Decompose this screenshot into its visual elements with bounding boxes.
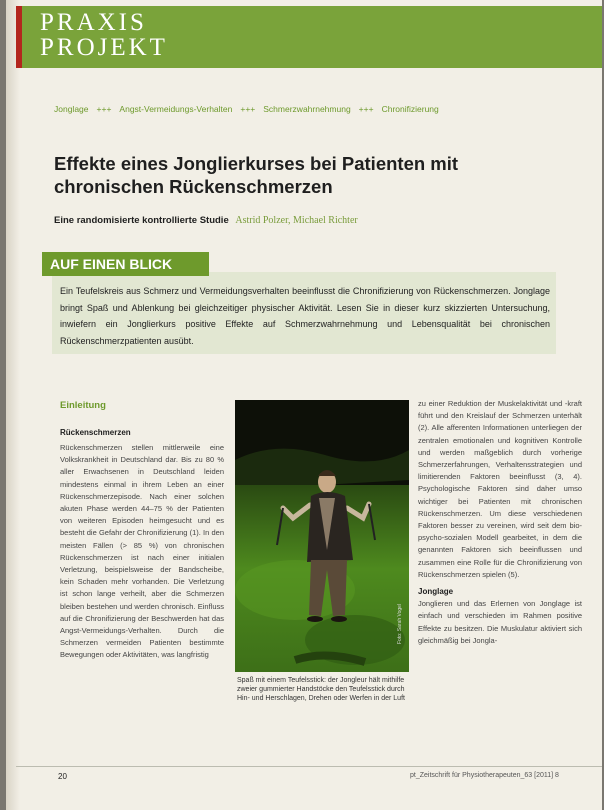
article-subtitle: Eine randomisierte kontrollierte Studie — [54, 215, 229, 226]
magazine-page — [6, 0, 602, 810]
body-column-left: Rückenschmerzen stellen mittlerweile eine Volkskrankheit in Deutschland dar. Bis zu 80 % aller Erwachsenen in Deutschland leiden mindestens einmal in ihrem Leben an einer Rückenschmerzepisode. Nach einer solchen akuten Phase werden 44–75 % der Patienten von weiteren Episoden heimgesucht und es besteht die Gefahr der Chronifizierung (1). In den meisten Fällen (> 85 %) von chronischen Rückenschmerzen ist nach einer initialen Verletzung, beispielsweise der Bandscheibe, kein Schaden mehr vorhanden. Die Verletzung ist schon lange verheilt, aber die Schmerzen bleiben bestehen und werden chronisch. Einfluss auf die Chronifizierung der Beschwerden hat das Angst-Vermeidungs-Verhalten. Durch die Schmerzen vermeiden Patienten bestimmte Bewegungen oder Aktivitäten, was langfristig — [60, 443, 224, 660]
keyword: Chronifizierung — [381, 104, 439, 114]
subheading-rueckenschmerzen: Rückenschmerzen — [60, 428, 131, 437]
section-heading: Einleitung — [60, 400, 106, 411]
footer-journal: pt_Zeitschrift für Physiotherapeuten_63 [2011] 8 — [410, 772, 559, 779]
photo-caption: Spaß mit einem Teufelsstick: der Jongleur hält mithilfe zweier gummierter Handstöcke den Teufelsstick durch Hin- und Herschlagen, Drehen oder Werfen in der Luft — [237, 677, 405, 702]
keyword-line — [54, 104, 439, 114]
summary-text: Ein Teufelskreis aus Schmerz und Vermeidungsverhalten beeinflusst die Chronifizierung von Rückenschmerzen. Jonglage bringt Spaß und Ablenkung bei gleichzeitiger physischer Aktivität. Lesen Sie in dieser kurz skizzierten Untersuchung, inwiefern ein Jonglierkurs positive Effekte auf Schmerzwahrnehmung und Lebensqualität bei chronischen Rückenschmerzpatienten ausübt. — [60, 286, 550, 346]
summary-label: AUF EINEN BLICK — [42, 252, 209, 276]
page-gutter-shadow — [6, 0, 20, 810]
article-subtitle-line — [54, 215, 358, 226]
footer-rule — [16, 766, 602, 767]
keyword-separator: +++ — [358, 104, 374, 114]
red-edge-stripe — [16, 6, 22, 68]
body-text-right-continued: Jonglieren und das Erlernen von Jonglage ist einfach und verschieden im Rahmen positive Effekte zu besitzen. Die Muskulatur aktiviert sich gleichmäßig bei Jongla- — [418, 599, 582, 645]
body-text-right: zu einer Reduktion der Muskelaktivität und -kraft führt und den Kreislauf der Schmerzen unterhält (2). Alle afferenten Informationen unterliegen der zentralen emotionalen und kognitiven Kontrolle und werden maßgeblich durch vorherige Schmerzerfahrungen, Verhaltensstrategien und limitierenden Faktoren beeinflusst (3, 4). Psychologische Faktoren sind daher umso wichtiger bei Patienten mit chronischen Rückenschmerzen. Um diese verschiedenen Faktoren besser zu vereinen, wird seit dem bio-psycho-sozialen Modell gearbeitet, in dem die genannten Faktoren sich beeinflussen und zusammen eine Rolle für die Chronifizierung von Rückenschmerzen spielen (5). — [418, 399, 582, 579]
juggler-photo-illustration — [235, 400, 409, 672]
keyword: Angst-Vermeidungs-Verhalten — [119, 104, 233, 114]
subheading-jonglage: Jonglage — [418, 587, 454, 597]
section-title-line1: PRAXIS — [40, 9, 147, 36]
keyword: Schmerzwahrnehmung — [263, 104, 351, 114]
keyword-separator: +++ — [96, 104, 112, 114]
photo-credit: Foto: Sarah Vogel — [397, 603, 403, 644]
keyword: Jonglage — [54, 104, 89, 114]
body-column-right — [418, 398, 582, 647]
article-title: Effekte eines Jonglierkurses bei Patienten mit chronischen Rückenschmerzen — [54, 153, 459, 197]
keyword-separator: +++ — [240, 104, 256, 114]
article-authors: Astrid Polzer, Michael Richter — [235, 215, 358, 226]
juggler-photo — [235, 400, 409, 672]
page-number: 20 — [58, 772, 67, 781]
section-title-line2: PROJEKT — [40, 34, 168, 61]
section-title — [40, 10, 168, 60]
